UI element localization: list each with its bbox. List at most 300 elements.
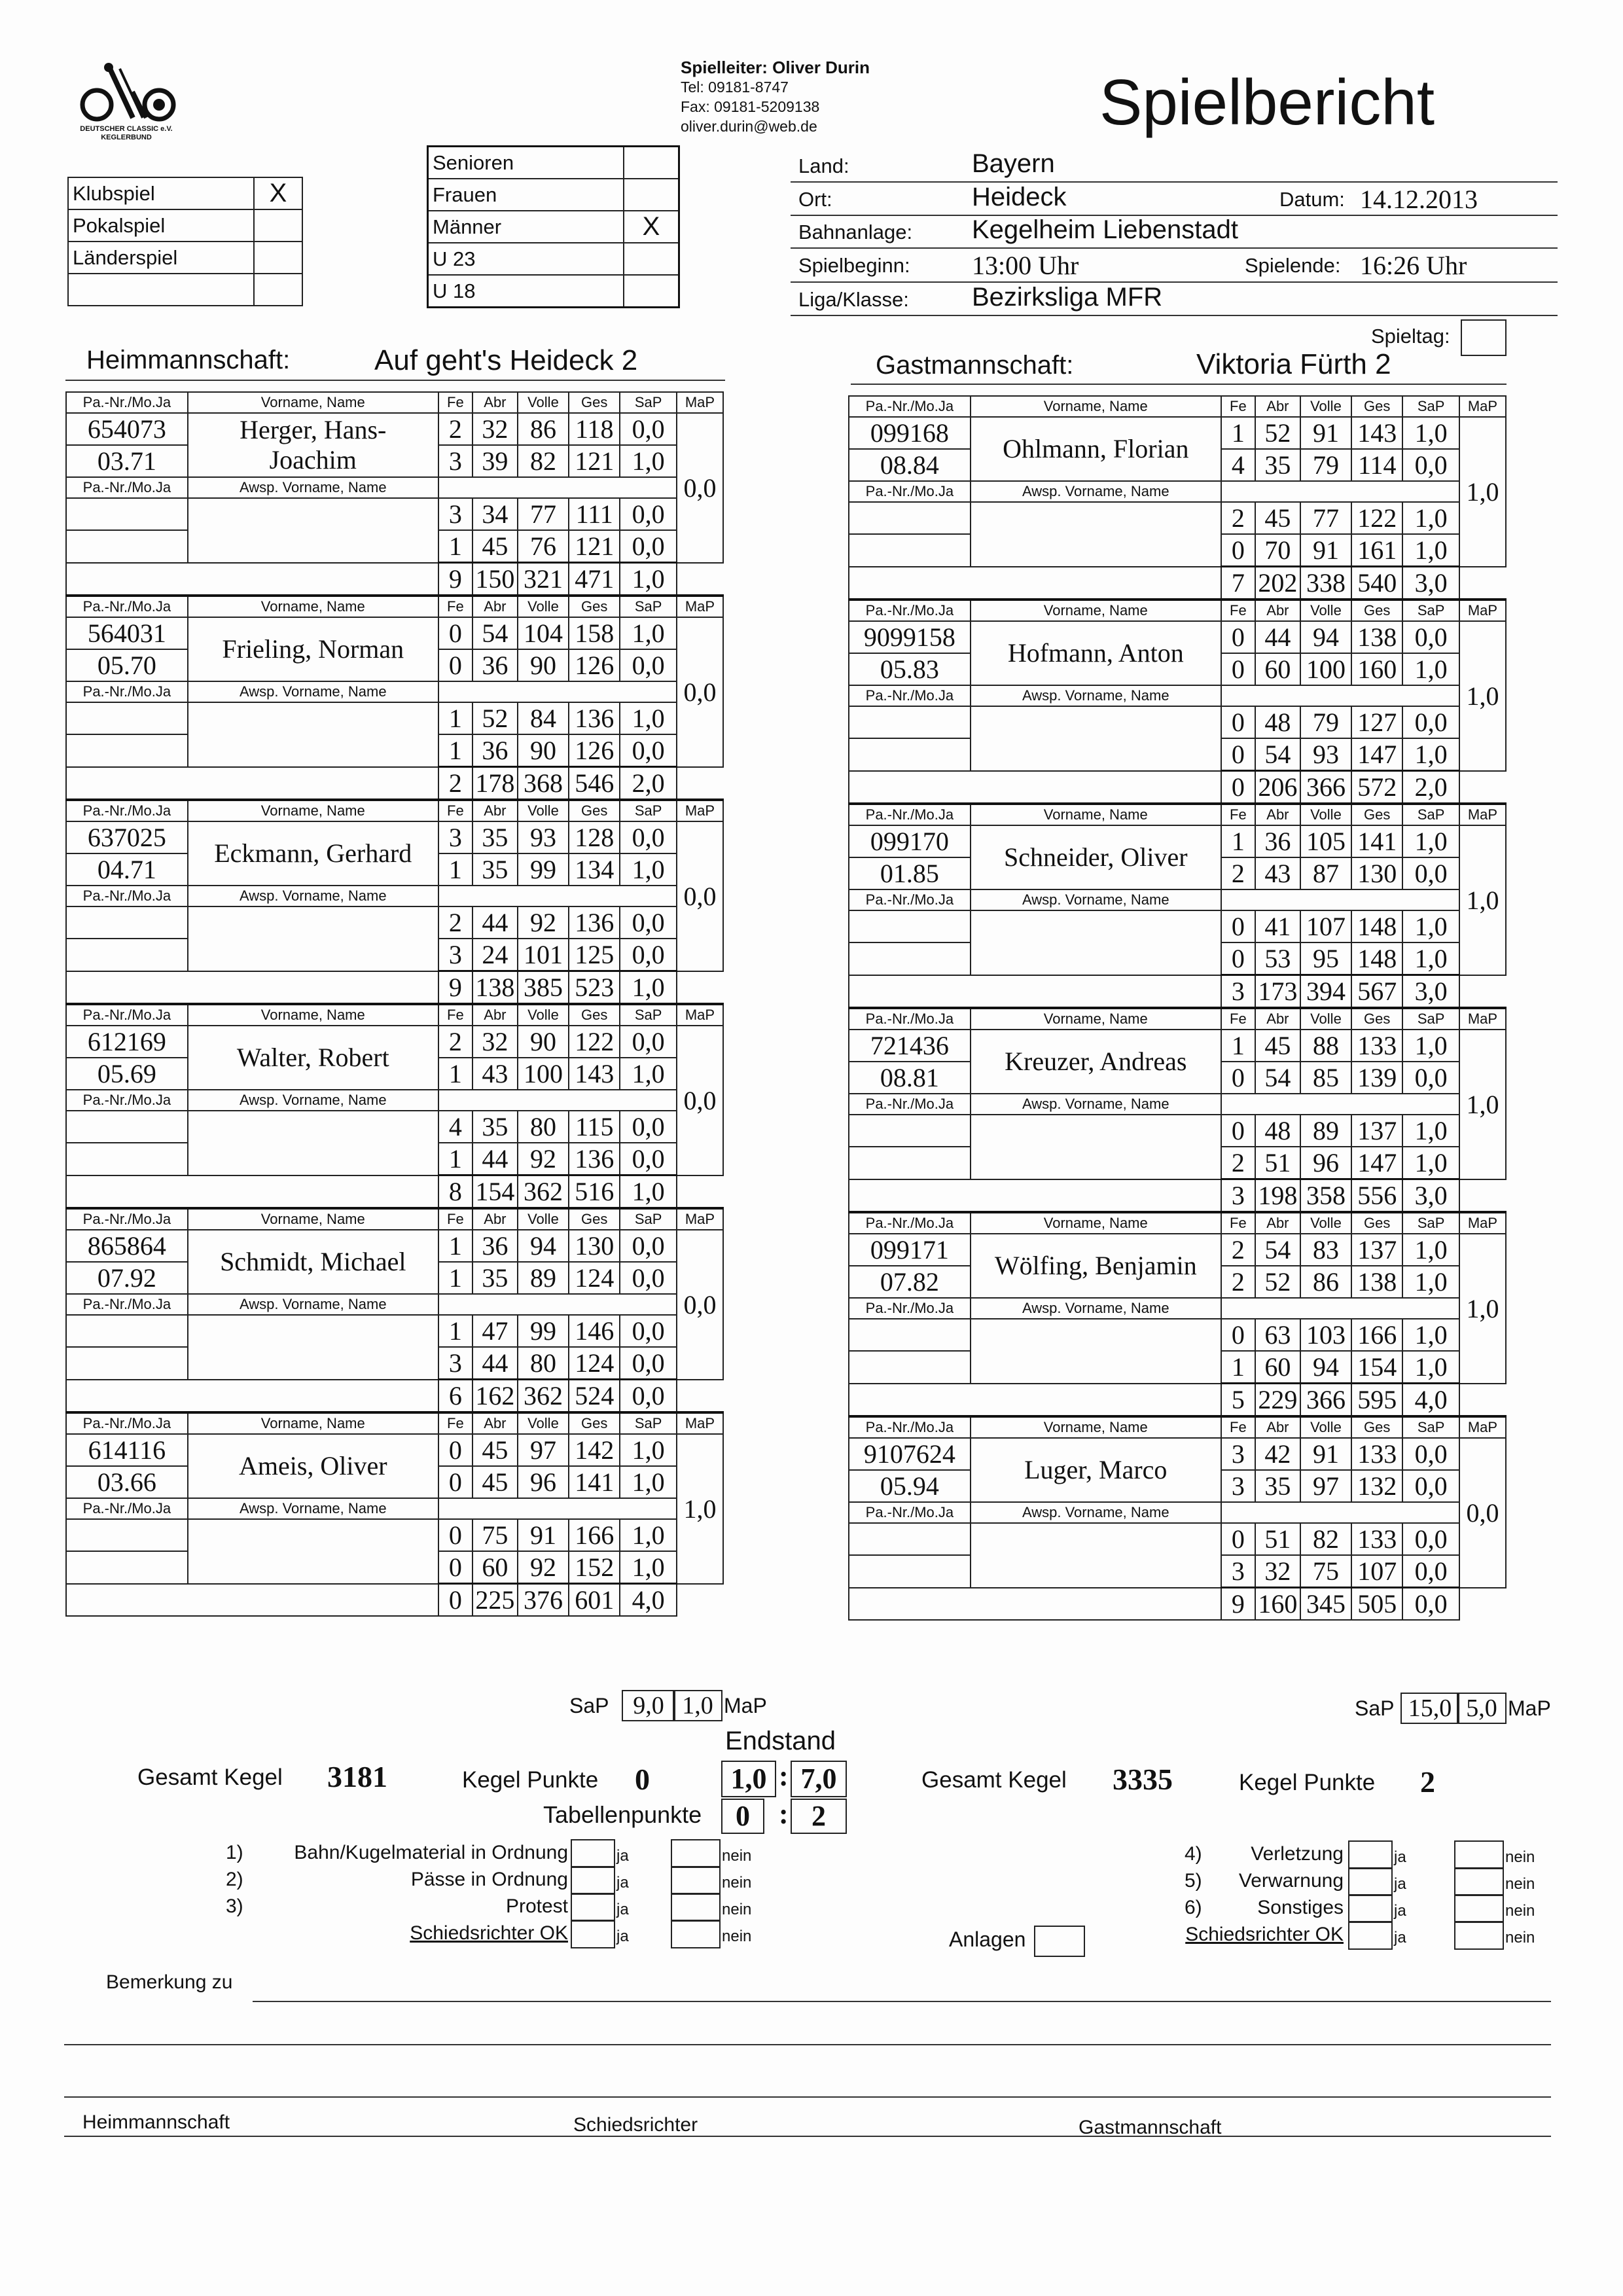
score-cell[interactable]: 0: [1221, 706, 1255, 738]
total-cell[interactable]: 546: [569, 767, 620, 800]
score-cell[interactable]: 142: [569, 1434, 620, 1466]
score-cell[interactable]: 147: [1351, 1147, 1402, 1179]
score-cell[interactable]: 1: [438, 1230, 473, 1262]
game-type-mark[interactable]: X: [254, 177, 302, 209]
total-cell[interactable]: 206: [1255, 771, 1300, 804]
total-cell[interactable]: 1,0: [620, 1175, 677, 1209]
score-cell[interactable]: 75: [1300, 1555, 1351, 1588]
check-nein-box[interactable]: [671, 1920, 721, 1948]
substitute-month-year[interactable]: [66, 1551, 188, 1584]
score-cell[interactable]: 122: [569, 1026, 620, 1058]
substitute-month-year[interactable]: [849, 1147, 971, 1179]
total-cell[interactable]: 1,0: [620, 563, 677, 596]
score-cell[interactable]: 2: [1221, 502, 1255, 534]
score-cell[interactable]: 0,0: [1402, 706, 1459, 738]
player-name[interactable]: Kreuzer, Andreas: [971, 1030, 1221, 1094]
score-cell[interactable]: 0,0: [620, 821, 677, 853]
total-cell[interactable]: 0: [438, 1584, 473, 1617]
score-cell[interactable]: 126: [569, 734, 620, 767]
score-cell[interactable]: 141: [1351, 825, 1402, 857]
player-pa-nr[interactable]: 637025: [66, 821, 188, 853]
score-cell[interactable]: 3: [438, 821, 473, 853]
total-cell[interactable]: 505: [1351, 1588, 1402, 1621]
player-map[interactable]: 0,0: [677, 1026, 723, 1175]
score-cell[interactable]: 1,0: [620, 702, 677, 734]
bemerkung-line[interactable]: [253, 2001, 1551, 2002]
score-cell[interactable]: 100: [518, 1058, 569, 1090]
score-cell[interactable]: 51: [1255, 1147, 1300, 1179]
score-cell[interactable]: 161: [1351, 534, 1402, 567]
total-cell[interactable]: 2: [438, 767, 473, 800]
check-nein-box[interactable]: [1454, 1867, 1504, 1896]
score-cell[interactable]: 35: [473, 821, 518, 853]
total-cell[interactable]: 4,0: [1402, 1384, 1459, 1417]
score-cell[interactable]: 79: [1300, 449, 1351, 481]
substitute-pa-nr[interactable]: [66, 498, 188, 530]
total-cell[interactable]: 366: [1300, 771, 1351, 804]
endstand-guest[interactable]: 7,0: [791, 1761, 847, 1797]
score-cell[interactable]: 137: [1351, 1115, 1402, 1147]
score-cell[interactable]: 0,0: [1402, 1438, 1459, 1470]
score-cell[interactable]: 0,0: [620, 1026, 677, 1058]
score-cell[interactable]: 75: [473, 1519, 518, 1551]
score-cell[interactable]: 54: [1255, 1062, 1300, 1094]
player-pa-nr[interactable]: 721436: [849, 1030, 971, 1062]
score-cell[interactable]: 99: [518, 853, 569, 886]
total-cell[interactable]: 154: [473, 1175, 518, 1209]
score-cell[interactable]: 143: [1351, 417, 1402, 449]
score-cell[interactable]: 99: [518, 1315, 569, 1347]
score-cell[interactable]: 1,0: [620, 1466, 677, 1498]
score-cell[interactable]: 91: [1300, 1438, 1351, 1470]
score-cell[interactable]: 1: [438, 1058, 473, 1090]
score-cell[interactable]: 141: [569, 1466, 620, 1498]
score-cell[interactable]: 1,0: [1402, 1030, 1459, 1062]
player-map[interactable]: 0,0: [677, 617, 723, 767]
total-cell[interactable]: 595: [1351, 1384, 1402, 1417]
score-cell[interactable]: 0,0: [1402, 1555, 1459, 1588]
total-cell[interactable]: 162: [473, 1380, 518, 1413]
total-cell[interactable]: 229: [1255, 1384, 1300, 1417]
score-cell[interactable]: 0,0: [620, 530, 677, 563]
total-cell[interactable]: 556: [1351, 1179, 1402, 1213]
player-month-year[interactable]: 08.84: [849, 449, 971, 481]
score-cell[interactable]: 1,0: [1402, 417, 1459, 449]
score-cell[interactable]: 122: [1351, 502, 1402, 534]
total-cell[interactable]: 516: [569, 1175, 620, 1209]
total-cell[interactable]: 5: [1221, 1384, 1255, 1417]
total-cell[interactable]: 394: [1300, 975, 1351, 1009]
score-cell[interactable]: 2: [438, 413, 473, 445]
score-cell[interactable]: 92: [518, 1551, 569, 1584]
substitute-month-year[interactable]: [66, 530, 188, 563]
score-cell[interactable]: 36: [473, 1230, 518, 1262]
score-cell[interactable]: 42: [1255, 1438, 1300, 1470]
score-cell[interactable]: 0,0: [1402, 621, 1459, 653]
home-kp-value[interactable]: 0: [635, 1763, 650, 1796]
player-map[interactable]: 1,0: [1459, 1030, 1506, 1179]
score-cell[interactable]: 1,0: [1402, 910, 1459, 942]
substitute-name[interactable]: [971, 706, 1221, 771]
score-cell[interactable]: 0,0: [620, 1315, 677, 1347]
score-cell[interactable]: 1,0: [620, 853, 677, 886]
score-cell[interactable]: 91: [1300, 534, 1351, 567]
score-cell[interactable]: 0: [1221, 910, 1255, 942]
substitute-pa-nr[interactable]: [66, 1111, 188, 1143]
substitute-month-year[interactable]: [66, 939, 188, 971]
score-cell[interactable]: 44: [473, 1143, 518, 1175]
total-cell[interactable]: 4,0: [620, 1584, 677, 1617]
score-cell[interactable]: 1: [438, 702, 473, 734]
total-cell[interactable]: 321: [518, 563, 569, 596]
score-cell[interactable]: 3: [438, 498, 473, 530]
score-cell[interactable]: 134: [569, 853, 620, 886]
score-cell[interactable]: 2: [1221, 857, 1255, 889]
score-cell[interactable]: 148: [1351, 910, 1402, 942]
score-cell[interactable]: 54: [473, 617, 518, 649]
score-cell[interactable]: 138: [1351, 621, 1402, 653]
score-cell[interactable]: 48: [1255, 1115, 1300, 1147]
player-name[interactable]: Ohlmann, Florian: [971, 417, 1221, 481]
total-cell[interactable]: 376: [518, 1584, 569, 1617]
total-cell[interactable]: 138: [473, 971, 518, 1005]
total-cell[interactable]: 3: [1221, 975, 1255, 1009]
total-cell[interactable]: 2,0: [1402, 771, 1459, 804]
total-cell[interactable]: 0: [1221, 771, 1255, 804]
score-cell[interactable]: 1,0: [1402, 502, 1459, 534]
score-cell[interactable]: 95: [1300, 942, 1351, 975]
total-cell[interactable]: 524: [569, 1380, 620, 1413]
score-cell[interactable]: 0,0: [620, 1111, 677, 1143]
score-cell[interactable]: 1,0: [1402, 942, 1459, 975]
bahnanlage-value[interactable]: Kegelheim Liebenstadt: [972, 215, 1238, 244]
score-cell[interactable]: 0,0: [620, 906, 677, 939]
substitute-pa-nr[interactable]: [849, 1523, 971, 1555]
substitute-month-year[interactable]: [849, 1555, 971, 1588]
player-month-year[interactable]: 04.71: [66, 853, 188, 886]
score-cell[interactable]: 1,0: [1402, 534, 1459, 567]
score-cell[interactable]: 70: [1255, 534, 1300, 567]
guest-gesamt-value[interactable]: 3335: [1113, 1763, 1173, 1796]
score-cell[interactable]: 1,0: [1402, 1147, 1459, 1179]
player-map[interactable]: 1,0: [1459, 417, 1506, 567]
player-month-year[interactable]: 05.94: [849, 1470, 971, 1502]
total-cell[interactable]: 362: [518, 1175, 569, 1209]
score-cell[interactable]: 147: [1351, 738, 1402, 771]
score-cell[interactable]: 60: [1255, 653, 1300, 685]
substitute-month-year[interactable]: [849, 738, 971, 771]
score-cell[interactable]: 77: [518, 498, 569, 530]
total-cell[interactable]: 198: [1255, 1179, 1300, 1213]
score-cell[interactable]: 0,0: [620, 498, 677, 530]
score-cell[interactable]: 1: [438, 530, 473, 563]
score-cell[interactable]: 0,0: [1402, 857, 1459, 889]
score-cell[interactable]: 36: [473, 734, 518, 767]
total-cell[interactable]: 572: [1351, 771, 1402, 804]
player-pa-nr[interactable]: 612169: [66, 1026, 188, 1058]
score-cell[interactable]: 45: [1255, 502, 1300, 534]
player-month-year[interactable]: 03.71: [66, 445, 188, 477]
score-cell[interactable]: 34: [473, 498, 518, 530]
player-month-year[interactable]: 05.83: [849, 653, 971, 685]
total-cell[interactable]: 601: [569, 1584, 620, 1617]
substitute-pa-nr[interactable]: [849, 706, 971, 738]
score-cell[interactable]: 4: [438, 1111, 473, 1143]
score-cell[interactable]: 118: [569, 413, 620, 445]
score-cell[interactable]: 128: [569, 821, 620, 853]
score-cell[interactable]: 0: [1221, 621, 1255, 653]
score-cell[interactable]: 85: [1300, 1062, 1351, 1094]
total-cell[interactable]: 160: [1255, 1588, 1300, 1621]
score-cell[interactable]: 45: [473, 1434, 518, 1466]
score-cell[interactable]: 24: [473, 939, 518, 971]
score-cell[interactable]: 1,0: [620, 1519, 677, 1551]
score-cell[interactable]: 52: [473, 702, 518, 734]
check-nein-box[interactable]: [671, 1893, 721, 1922]
score-cell[interactable]: 1,0: [1402, 1234, 1459, 1266]
total-cell[interactable]: 471: [569, 563, 620, 596]
spielende-value[interactable]: 16:26 Uhr: [1360, 251, 1467, 280]
score-cell[interactable]: 1: [1221, 417, 1255, 449]
score-cell[interactable]: 136: [569, 702, 620, 734]
score-cell[interactable]: 0: [1221, 534, 1255, 567]
score-cell[interactable]: 138: [1351, 1266, 1402, 1298]
total-cell[interactable]: 9: [1221, 1588, 1255, 1621]
substitute-name[interactable]: [971, 910, 1221, 975]
player-month-year[interactable]: 07.82: [849, 1266, 971, 1298]
category-mark[interactable]: [624, 147, 679, 179]
score-cell[interactable]: 39: [473, 445, 518, 477]
score-cell[interactable]: 90: [518, 1026, 569, 1058]
player-pa-nr[interactable]: 9107624: [849, 1438, 971, 1470]
score-cell[interactable]: 0,0: [620, 649, 677, 681]
score-cell[interactable]: 1: [438, 1262, 473, 1294]
score-cell[interactable]: 0,0: [620, 1347, 677, 1380]
player-pa-nr[interactable]: 614116: [66, 1434, 188, 1466]
bemerkung-line[interactable]: [64, 2096, 1551, 2098]
score-cell[interactable]: 127: [1351, 706, 1402, 738]
score-cell[interactable]: 92: [518, 1143, 569, 1175]
score-cell[interactable]: 91: [1300, 417, 1351, 449]
total-cell[interactable]: 358: [1300, 1179, 1351, 1213]
total-cell[interactable]: 523: [569, 971, 620, 1005]
check-ja-box[interactable]: [571, 1893, 615, 1922]
check-ja-box[interactable]: [1348, 1840, 1393, 1869]
total-cell[interactable]: 338: [1300, 567, 1351, 600]
total-cell[interactable]: 3,0: [1402, 1179, 1459, 1213]
score-cell[interactable]: 0,0: [1402, 449, 1459, 481]
total-cell[interactable]: 178: [473, 767, 518, 800]
score-cell[interactable]: 3: [1221, 1555, 1255, 1588]
spielleiter-email[interactable]: oliver.durin@web.de: [681, 118, 817, 135]
score-cell[interactable]: 0,0: [620, 413, 677, 445]
score-cell[interactable]: 36: [473, 649, 518, 681]
total-cell[interactable]: 9: [438, 971, 473, 1005]
score-cell[interactable]: 1: [438, 1315, 473, 1347]
score-cell[interactable]: 1,0: [1402, 1266, 1459, 1298]
score-cell[interactable]: 0: [438, 649, 473, 681]
score-cell[interactable]: 92: [518, 906, 569, 939]
score-cell[interactable]: 136: [569, 1143, 620, 1175]
score-cell[interactable]: 1: [438, 1143, 473, 1175]
category-mark[interactable]: X: [624, 211, 679, 243]
total-cell[interactable]: 8: [438, 1175, 473, 1209]
player-month-year[interactable]: 05.69: [66, 1058, 188, 1090]
score-cell[interactable]: 143: [569, 1058, 620, 1090]
score-cell[interactable]: 47: [473, 1315, 518, 1347]
score-cell[interactable]: 35: [473, 853, 518, 886]
score-cell[interactable]: 133: [1351, 1438, 1402, 1470]
total-cell[interactable]: 366: [1300, 1384, 1351, 1417]
substitute-name[interactable]: [971, 1115, 1221, 1179]
score-cell[interactable]: 1,0: [620, 1434, 677, 1466]
score-cell[interactable]: 82: [518, 445, 569, 477]
tabellenpunkte-home[interactable]: 0: [721, 1799, 764, 1834]
player-pa-nr[interactable]: 099168: [849, 417, 971, 449]
score-cell[interactable]: 2: [1221, 1147, 1255, 1179]
score-cell[interactable]: 77: [1300, 502, 1351, 534]
score-cell[interactable]: 41: [1255, 910, 1300, 942]
score-cell[interactable]: 0: [1221, 1319, 1255, 1351]
anlagen-box[interactable]: [1034, 1926, 1085, 1957]
total-cell[interactable]: 6: [438, 1380, 473, 1413]
score-cell[interactable]: 89: [1300, 1115, 1351, 1147]
check-ja-box[interactable]: [571, 1920, 615, 1948]
score-cell[interactable]: 54: [1255, 738, 1300, 771]
category-mark[interactable]: [624, 179, 679, 211]
substitute-name[interactable]: [188, 1519, 438, 1584]
check-nein-box[interactable]: [671, 1839, 721, 1868]
substitute-month-year[interactable]: [849, 534, 971, 567]
game-type-mark[interactable]: [254, 209, 302, 242]
score-cell[interactable]: 114: [1351, 449, 1402, 481]
score-cell[interactable]: 1,0: [1402, 738, 1459, 771]
total-cell[interactable]: 0,0: [1402, 1588, 1459, 1621]
score-cell[interactable]: 2: [438, 1026, 473, 1058]
player-name[interactable]: Ameis, Oliver: [188, 1434, 438, 1498]
score-cell[interactable]: 103: [1300, 1319, 1351, 1351]
total-cell[interactable]: 385: [518, 971, 569, 1005]
player-map[interactable]: 1,0: [1459, 621, 1506, 771]
substitute-pa-nr[interactable]: [66, 1315, 188, 1347]
substitute-name[interactable]: [971, 1319, 1221, 1384]
player-month-year[interactable]: 07.92: [66, 1262, 188, 1294]
score-cell[interactable]: 35: [1255, 449, 1300, 481]
substitute-name[interactable]: [188, 906, 438, 971]
player-name[interactable]: Schneider, Oliver: [971, 825, 1221, 889]
score-cell[interactable]: 43: [1255, 857, 1300, 889]
total-cell[interactable]: 2,0: [620, 767, 677, 800]
substitute-pa-nr[interactable]: [849, 1115, 971, 1147]
score-cell[interactable]: 105: [1300, 825, 1351, 857]
score-cell[interactable]: 32: [1255, 1555, 1300, 1588]
substitute-name[interactable]: [188, 1111, 438, 1175]
total-cell[interactable]: 0,0: [620, 1380, 677, 1413]
score-cell[interactable]: 111: [569, 498, 620, 530]
score-cell[interactable]: 0: [438, 1551, 473, 1584]
ort-value[interactable]: Heideck: [972, 183, 1067, 211]
score-cell[interactable]: 125: [569, 939, 620, 971]
score-cell[interactable]: 90: [518, 649, 569, 681]
score-cell[interactable]: 1: [438, 734, 473, 767]
score-cell[interactable]: 166: [1351, 1319, 1402, 1351]
check-ja-box[interactable]: [571, 1866, 615, 1895]
score-cell[interactable]: 35: [1255, 1470, 1300, 1502]
score-cell[interactable]: 0: [1221, 1062, 1255, 1094]
score-cell[interactable]: 94: [518, 1230, 569, 1262]
score-cell[interactable]: 1,0: [1402, 1319, 1459, 1351]
score-cell[interactable]: 94: [1300, 621, 1351, 653]
score-cell[interactable]: 101: [518, 939, 569, 971]
score-cell[interactable]: 124: [569, 1347, 620, 1380]
score-cell[interactable]: 0,0: [1402, 1523, 1459, 1555]
score-cell[interactable]: 93: [518, 821, 569, 853]
score-cell[interactable]: 3: [438, 939, 473, 971]
total-cell[interactable]: 362: [518, 1380, 569, 1413]
score-cell[interactable]: 97: [518, 1434, 569, 1466]
score-cell[interactable]: 97: [1300, 1470, 1351, 1502]
player-name[interactable]: Eckmann, Gerhard: [188, 821, 438, 886]
score-cell[interactable]: 0,0: [620, 1143, 677, 1175]
score-cell[interactable]: 35: [473, 1111, 518, 1143]
score-cell[interactable]: 0,0: [1402, 1470, 1459, 1502]
guest-kp-value[interactable]: 2: [1420, 1765, 1435, 1799]
substitute-month-year[interactable]: [849, 942, 971, 975]
total-cell[interactable]: 3,0: [1402, 975, 1459, 1009]
score-cell[interactable]: 89: [518, 1262, 569, 1294]
score-cell[interactable]: 96: [1300, 1147, 1351, 1179]
score-cell[interactable]: 0,0: [620, 1262, 677, 1294]
score-cell[interactable]: 121: [569, 530, 620, 563]
score-cell[interactable]: 0: [1221, 653, 1255, 685]
score-cell[interactable]: 152: [569, 1551, 620, 1584]
score-cell[interactable]: 88: [1300, 1030, 1351, 1062]
score-cell[interactable]: 0: [438, 1519, 473, 1551]
score-cell[interactable]: 52: [1255, 1266, 1300, 1298]
substitute-month-year[interactable]: [66, 1347, 188, 1380]
score-cell[interactable]: 45: [1255, 1030, 1300, 1062]
score-cell[interactable]: 107: [1351, 1555, 1402, 1588]
category-mark[interactable]: [624, 275, 679, 308]
score-cell[interactable]: 48: [1255, 706, 1300, 738]
score-cell[interactable]: 1,0: [620, 1551, 677, 1584]
score-cell[interactable]: 0: [1221, 1115, 1255, 1147]
total-cell[interactable]: 173: [1255, 975, 1300, 1009]
substitute-pa-nr[interactable]: [66, 906, 188, 939]
total-cell[interactable]: 540: [1351, 567, 1402, 600]
substitute-name[interactable]: [188, 498, 438, 563]
score-cell[interactable]: 3: [438, 445, 473, 477]
check-ja-box[interactable]: [571, 1839, 615, 1868]
check-nein-box[interactable]: [1454, 1840, 1504, 1869]
score-cell[interactable]: 80: [518, 1111, 569, 1143]
score-cell[interactable]: 0: [1221, 942, 1255, 975]
score-cell[interactable]: 130: [1351, 857, 1402, 889]
score-cell[interactable]: 160: [1351, 653, 1402, 685]
liga-value[interactable]: Bezirksliga MFR: [972, 283, 1163, 312]
score-cell[interactable]: 0,0: [620, 939, 677, 971]
score-cell[interactable]: 121: [569, 445, 620, 477]
player-pa-nr[interactable]: 099171: [849, 1234, 971, 1266]
player-pa-nr[interactable]: 9099158: [849, 621, 971, 653]
score-cell[interactable]: 93: [1300, 738, 1351, 771]
player-month-year[interactable]: 03.66: [66, 1466, 188, 1498]
score-cell[interactable]: 1,0: [620, 617, 677, 649]
score-cell[interactable]: 94: [1300, 1351, 1351, 1384]
game-type-mark[interactable]: [254, 274, 302, 306]
score-cell[interactable]: 1: [1221, 1351, 1255, 1384]
score-cell[interactable]: 2: [438, 906, 473, 939]
